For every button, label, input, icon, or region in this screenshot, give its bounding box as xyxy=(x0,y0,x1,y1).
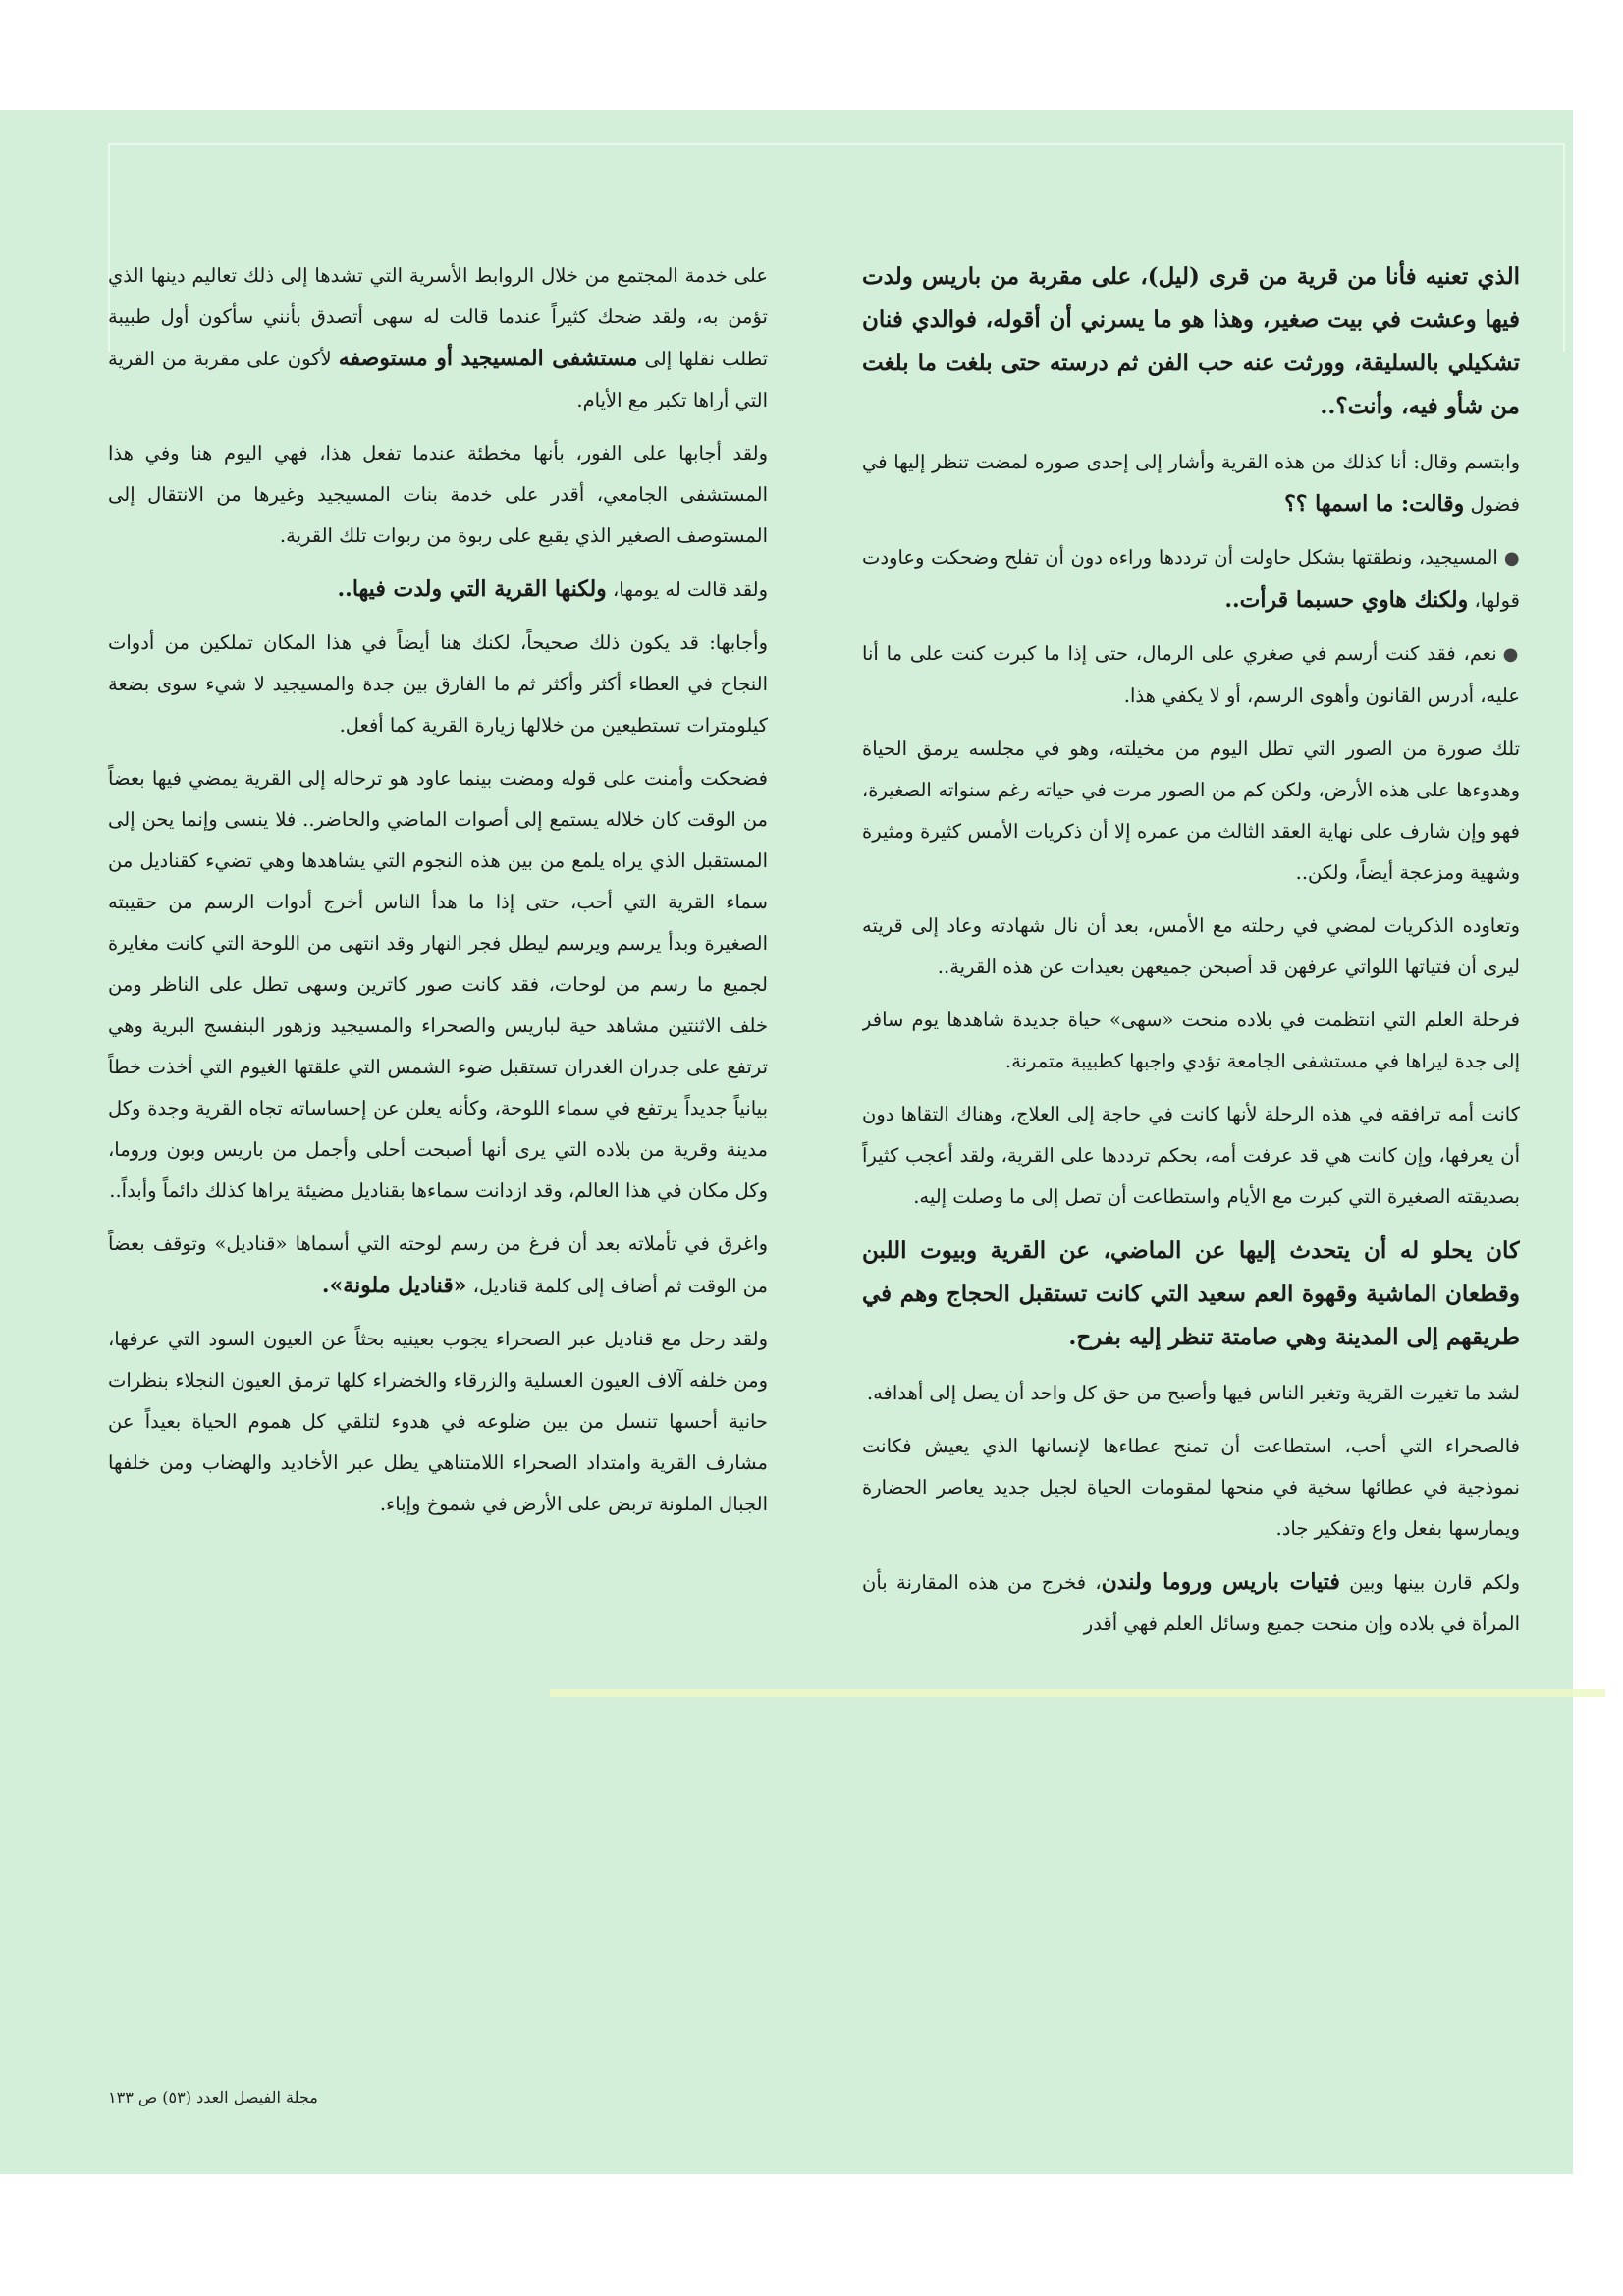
paragraph: كانت أمه ترافقه في هذه الرحلة لأنها كانت في حاجة إلى العلاج، وهناك التقاها دون أن يعرفها، وإن كانت هي قد عرفت أمه، بحكم ترددها على القرية، ولقد أعجب كثيراً بصديقته الصغيرة التي كبرت مع الأيام واستطاعت أن تصل إلى ما وصلت إليه. xyxy=(862,1103,1520,1208)
paragraph: فالصحراء التي أحب، استطاعت أن تمنح عطاءها لإنسانها الذي يعيش فكانت نموذجية في عطائها سخية في منحها لمقومات الحياة لجيل جديد يعاصر الحضارة ويمارسها بفعل واع وتفكير جاد. xyxy=(862,1435,1520,1540)
paragraph: وأجابها: قد يكون ذلك صحيحاً، لكنك هنا أيضاً في هذا المكان تملكين من أدوات النجاح في العطاء أكثر وأكثر ثم ما الفارق بين جدة والمسيجيد لا شيء سوى بضعة كيلومترات تستطيعين من خلالها زيارة القرية كما أفعل. xyxy=(108,631,768,737)
article-column-left xyxy=(108,255,768,2013)
paragraph: ولقد قالت له يومها، ولكنها القرية التي ولدت فيها.. xyxy=(337,576,768,602)
paragraph: لشد ما تغيرت القرية وتغير الناس فيها وأصبح من حق كل واحد أن يصل إلى أهدافه. xyxy=(866,1382,1520,1404)
paragraph: فضحكت وأمنت على قوله ومضت بينما عاود هو ترحاله إلى القرية يمضي فيها بعضاً من الوقت كان خلاله يستمع إلى أصوات الماضي والحاضر.. فلا ينسى وإنما يحن إلى المستقبل الذي يراه يلمع من بين هذه النجوم التي يشاهدها وهي تضيء كقناديل من سماء القرية التي أحب، حتى إذا ما هدأ الناس أخرج أدوات الرسم من حقيبته الصغيرة وبدأ يرسم ويرسم ليطل فجر النهار وقد انتهى من اللوحة التي كانت مغايرة لجميع ما رسم من لوحات، فقد كانت صور كاترين وسهى تطل على الناظر ومن خلف الاثنتين مشاهد حية لباريس والصحراء والمسيجيد وزهور البنفسج البرية وهي ترتفع على جدران الغدران تستقبل ضوء الشمس التي علقتها الغيوم التي أخذت خطاً بيانياً جديداً يرتفع في سماء اللوحة، وكأنه يعلن عن إحساساته تجاه القرية وجدة وكل مدينة وقرية من بلاده التي يرى أنها أصبحت أحلى وأجمل من باريس وبون وروما، وكل مكان في هذا العالم، وقد ازدانت سماءها بقناديل مضيئة يراها كذلك دائماً وأبداً.. xyxy=(108,767,768,1202)
paragraph: ولكم قارن بينها وبين فتيات باريس وروما ولندن، فخرج من هذه المقارنة بأن المرأة في بلاده وإن منحت جميع وسائل العلم فهي أقدر xyxy=(862,1569,1520,1635)
paragraph: ● نعم، فقد كنت أرسم في صغري على الرمال، حتى إذا ما كبرت كنت على ما أنا عليه، أدرس القانون وأهوى الرسم، أو لا يكفي هذا. xyxy=(862,633,1520,717)
lead-paragraph: الذي تعنيه فأنا من قرية من قرى (ليل)، على مقربة من باريس ولدت فيها وعشت في بيت صغير، وهذا هو ما يسرني أن أقوله، فوالدي فنان تشكيلي بالسليقة، وورثت عنه حب الفن ثم درسته حتى بلغت ما بلغت من شأو فيه، وأنت؟.. xyxy=(862,263,1520,419)
paragraph: وابتسم وقال: أنا كذلك من هذه القرية وأشار إلى إحدى صوره لمضت تنظر إليها في فضول وقالت: ما اسمها ؟؟ xyxy=(862,451,1520,517)
paragraph: على خدمة المجتمع من خلال الروابط الأسرية التي تشدها إلى ذلك تعاليم دينها الذي تؤمن به، ولقد ضحك كثيراً عندما قالت له سهى أتصدق بأنني سأكون أول طبيبة تطلب نقلها إلى مستشفى المسيجيد أو مستوصفه لأكون على مقربة من القرية التي أراها تكبر مع الأيام. xyxy=(108,264,768,411)
paragraph: ولقد أجابها على الفور، بأنها مخطئة عندما تفعل هذا، فهي اليوم هنا وفي هذا المستشفى الجامعي، أقدر على خدمة بنات المسيجيد وغيرها من الانتقال إلى المستوصف الصغير الذي يقبع على ربوة من ربوات تلك القرية. xyxy=(108,442,768,547)
paragraph: واغرق في تأملاته بعد أن فرغ من رسم لوحته التي أسماها «قناديل» وتوقف بعضاً من الوقت ثم أضاف إلى كلمة قناديل، «قناديل ملونة». xyxy=(108,1232,768,1298)
paragraph: وتعاوده الذكريات لمضي في رحلته مع الأمس، بعد أن نال شهادته وعاد إلى قريته ليرى أن فتياتها اللواتي عرفهن قد أصبحن جميعهن بعيدات عن هذه القرية.. xyxy=(862,914,1520,978)
highlight-strip xyxy=(550,1689,1605,1697)
pull-quote: كان يحلو له أن يتحدث إليها عن الماضي، عن القرية وبيوت اللبن وقطعان الماشية وقهوة العم سعيد التي كانت تستقبل الحجاج وهم في طريقهم إلى المدينة وهي صامتة تنظر إليه بفرح. xyxy=(862,1237,1520,1350)
page-footer: مجلة الفيصل العدد (٥٣) ص ١٣٣ xyxy=(108,2088,318,2106)
paragraph: فرحلة العلم التي انتظمت في بلاده منحت «سهى» حياة جديدة شاهدها يوم سافر إلى جدة ليراها في مستشفى الجامعة تؤدي واجبها كطبيبة متمرنة. xyxy=(862,1009,1520,1072)
paragraph: ولقد رحل مع قناديل عبر الصحراء يجوب بعينيه بحثاً عن العيون السود التي عرفها، ومن خلفه آلاف العيون العسلية والزرقاء والخضراء كلها ترمق العيون النجلاء بنظرات حانية أحسها تنسل من بين ضلوعه في هدوء لتلقي كل هموم الحياة بعيداً عن مشارف القرية وامتداد الصحراء اللامتناهي يطل عبر الأخاديد والهضاب ومن خلفها الجبال الملونة تربض على الأرض في شموخ وإباء. xyxy=(108,1328,768,1515)
paragraph: تلك صورة من الصور التي تطل اليوم من مخيلته، وهو في مجلسه يرمق الحياة وهدوءها على هذه الأرض، ولكن كم من الصور مرت في حياته رغم سنواته الصغيرة، فهو وإن شارف على نهاية العقد الثالث من عمره إلا أن ذكريات الأمس كثيرة ومثيرة وشهية ومزعجة أيضاً، ولكن.. xyxy=(862,738,1520,884)
paragraph: ● المسيجيد، ونطقتها بشكل حاولت أن ترددها وراءه دون أن تفلح وضحكت وعاودت قولها، ولكنك هاوي حسبما قرأت.. xyxy=(862,537,1520,622)
article-column-right xyxy=(862,255,1520,2013)
